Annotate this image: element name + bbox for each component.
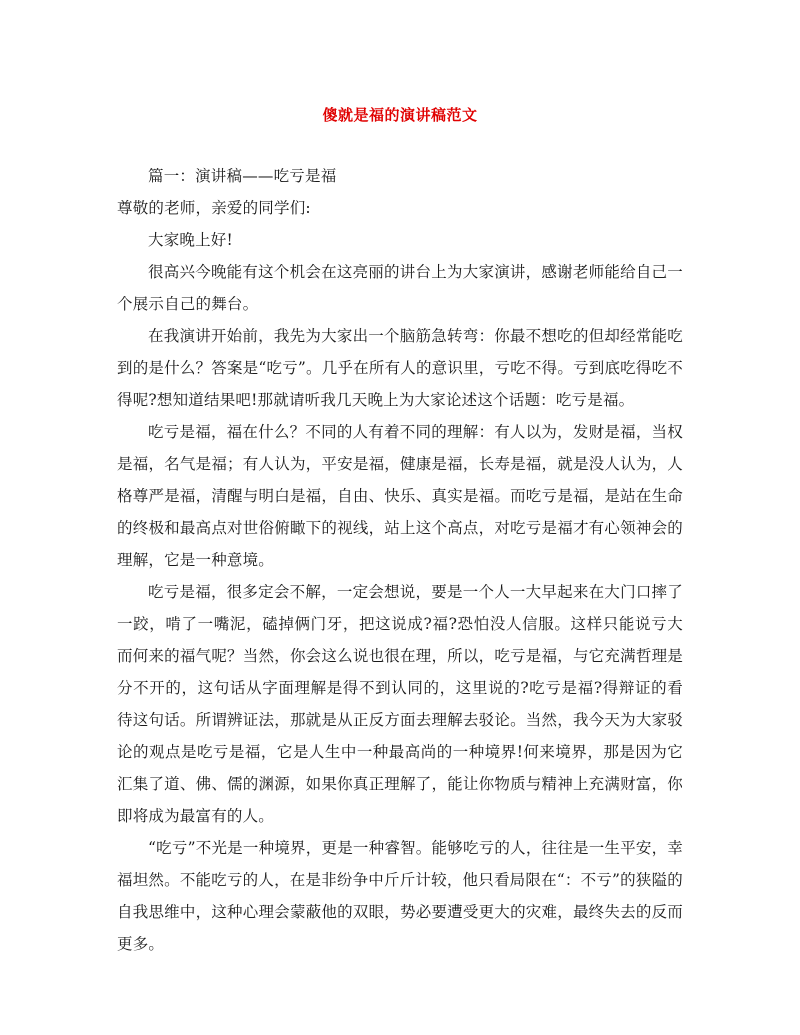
paragraph-wisdom: “吃亏”不光是一种境界，更是一种睿智。能够吃亏的人，往往是一生平安，幸福坦然。不能吃亏的人，在是非纷争中斤斤计较，他只看局限在“：不亏”的狭隘的自我思维中，这种心理会蒙蔽他的双眼，势必要遭受更大的灾难，最终失去的反而更多。 [117,839,683,953]
paragraph-salutation: 尊敬的老师，亲爱的同学们: [117,199,311,217]
paragraph-heading: 篇一：演讲稿——吃亏是福 [148,167,337,185]
document-title: 傻就是福的演讲稿范文 [322,106,478,124]
paragraph-riddle: 在我演讲开始前，我先为大家出一个脑筋急转弯：你最不想吃的但却经常能吃到的是什么？答案是“吃亏”。几乎在所有人的意识里，亏吃不得。亏到底吃得吃不得呢?想知道结果吧!那就请听我几天晚上为大家论述这个话题：吃亏是福。 [117,327,683,409]
paragraph-dialectic: 吃亏是福，很多定会不解，一定会想说，要是一个人一大早起来在大门口摔了一跤，啃了一嘴泥，磕掉俩门牙，把这说成?福?恐怕没人信服。这样只能说亏大而何来的福气呢？当然，你会这么说也很在理，所以，吃亏是福，与它充满哲理是分不开的，这句话从字面理解是得不到认同的，这里说的?吃亏是福?得辩证的看待这句话。所谓辨证法，那就是从正反方面去理解去驳论。当然，我今天为大家驳论的观点是吃亏是福，它是人生中一种最高尚的一种境界!何来境界，那是因为它汇集了道、佛、儒的渊源，如果你真正理解了，能让你物质与精神上充满财富，你即将成为最富有的人。 [117,583,683,825]
document-body [117,160,683,960]
paragraph-greeting: 大家晚上好! [148,231,233,249]
paragraph-intro: 很高兴今晚能有这个机会在这亮丽的讲台上为大家演讲，感谢老师能给自己一个展示自己的舞台。 [117,263,683,313]
paragraph-meaning-of-fortune: 吃亏是福，福在什么？不同的人有着不同的理解：有人以为，发财是福，当权是福，名气是福；有人认为，平安是福，健康是福，长寿是福，就是没人认为，人格尊严是福，清醒与明白是福，自由、快乐、真实是福。而吃亏是福，是站在生命的终极和最高点对世俗俯瞰下的视线，站上这个高点，对吃亏是福才有心领神会的理解，它是一种意境。 [117,423,683,569]
